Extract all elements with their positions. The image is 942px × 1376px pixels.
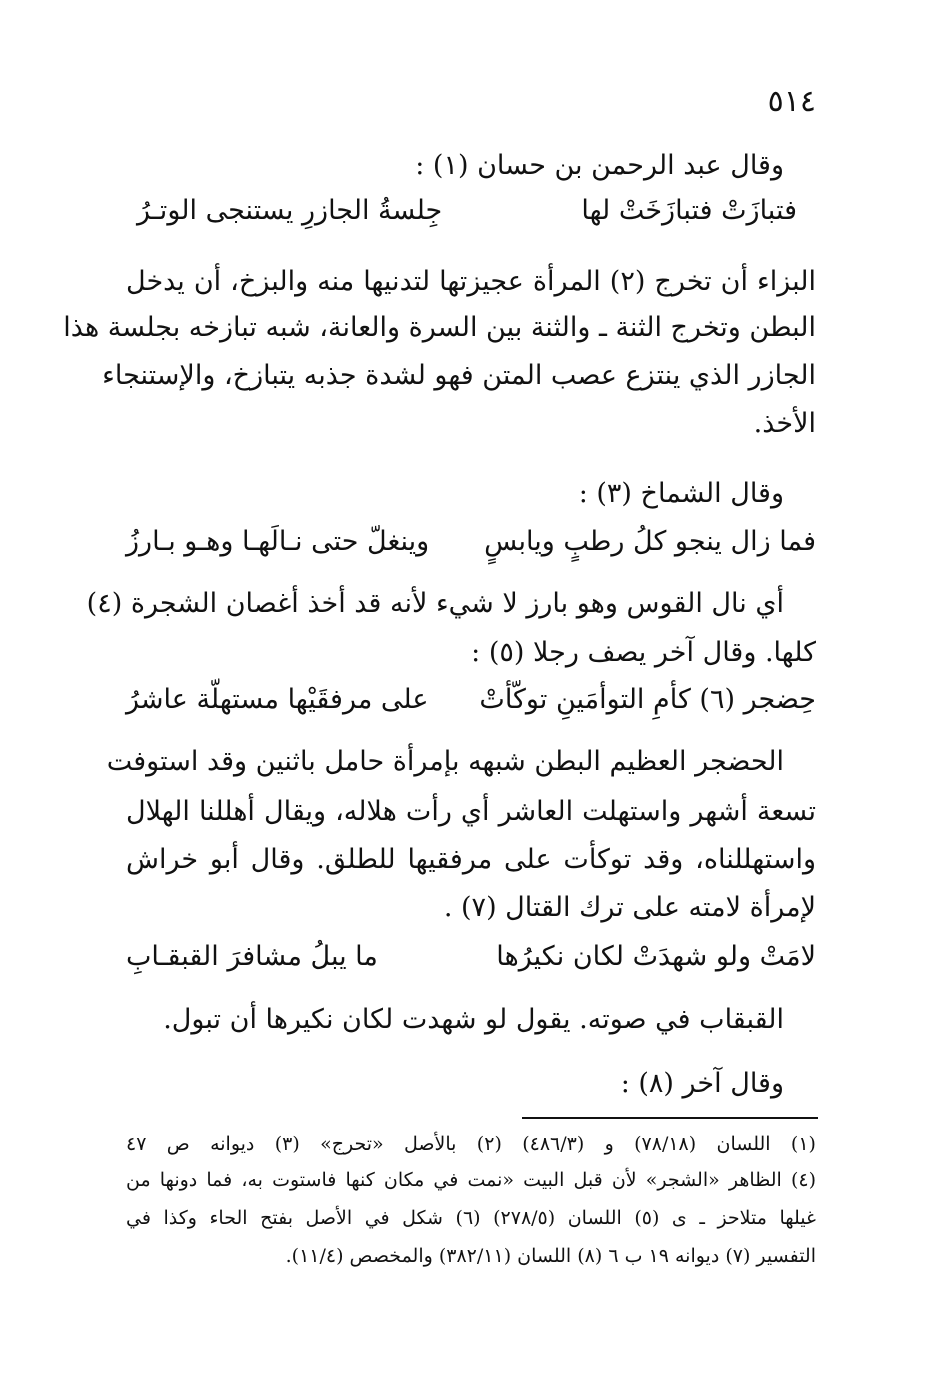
intro-line: وقال عبد الرحمن بن حسان (١) : xyxy=(415,150,784,181)
verse-1 xyxy=(137,191,797,231)
verse-3-second-hemistich: على مرفقَيْها مستهلّة عاشرُ xyxy=(126,684,429,715)
verse-4-first-hemistich: لامَتْ ولو شهدَتْ لكان نكيرُها xyxy=(496,941,816,972)
body-line: الحضجر العظيم البطن شبهه بإمرأة حامل باثنين وقد استوفت xyxy=(106,746,784,777)
body-line: الجازر الذي ينتزع عصب المتن فهو لشدة جذبه يتبازخ، والإستنجاء xyxy=(102,360,816,391)
body-line: البزاء أن تخرج (٢) المرأة عجيزتها لتدنيها منه والبزخ، أن يدخل xyxy=(126,266,816,297)
verse-2 xyxy=(126,522,816,562)
page-number: ٥١٤ xyxy=(767,84,816,119)
verse-4-second-hemistich: ما يبلُ مشافرَ القبقـابِ xyxy=(126,941,378,972)
verse-2-second-hemistich: وينغلّ حتى نـالَهـا وهـو بـارزُ xyxy=(126,526,430,557)
verse-3-first-hemistich: حِضجر (٦) كأمِ التوأمَينِ توكّأتْ xyxy=(479,684,816,715)
verse-1-second-hemistich: جِلسةُ الجازرِ يستنجى الوتـرُ xyxy=(137,195,443,226)
footnote-line: غيلها متلاحز ـ ى (٥) اللسان (٢٧٨/٥) (٦) شكل في الأصل بفتح الحاء وكذا في xyxy=(126,1207,816,1229)
body-line: البطن وتخرج الثنة ـ والثنة بين السرة والعانة، شبه تبازخه بجلسة هذا xyxy=(63,312,816,343)
footnote-divider xyxy=(522,1117,818,1119)
intro-line: وقال آخر (٨) : xyxy=(620,1068,784,1099)
body-line: لإمرأة لامته على ترك القتال (٧) . xyxy=(443,892,816,923)
verse-1-first-hemistich: فتبازَتْ فتبازَخَتْ لها xyxy=(581,195,797,226)
verse-3 xyxy=(126,680,816,720)
footnote-line: التفسير (٧) ديوانه ١٩ ب ٦ (٨) اللسان (٣٨٢/١١) والمخصص (١١/٤). xyxy=(285,1245,816,1267)
body-line: كلها. وقال آخر يصف رجلا (٥) : xyxy=(471,637,816,668)
verse-2-first-hemistich: فما زال ينجو كلُ رطبٍ ويابسٍ xyxy=(484,526,816,557)
body-line: الأخذ. xyxy=(753,408,816,439)
verse-4 xyxy=(126,937,816,977)
intro-line: وقال الشماخ (٣) : xyxy=(578,478,784,509)
body-line: واستهللناه، وقد توكأت على مرفقيها للطلق. وقال أبو خراش xyxy=(126,844,816,875)
body-line: تسعة أشهر واستهلت العاشر أي رأت هلاله، ويقال أهللنا الهلال xyxy=(126,796,816,827)
footnote-line: (٤) الظاهر «الشجر» لأن قبل البيت «نمت في مكان كنها فاستوت به، فما دونها من xyxy=(126,1169,816,1191)
body-line: أي نال القوس وهو بارز لا شيء لأنه قد أخذ أغصان الشجرة (٤) xyxy=(86,588,784,619)
footnote-line: (١) اللسان (٧٨/١٨) و (٤٨٦/٣) (٢) بالأصل «تحرج» (٣) ديوانه ص ٤٧ xyxy=(126,1133,816,1155)
body-line: القبقاب في صوته. يقول لو شهدت لكان نكيرها أن تبول. xyxy=(163,1004,784,1035)
